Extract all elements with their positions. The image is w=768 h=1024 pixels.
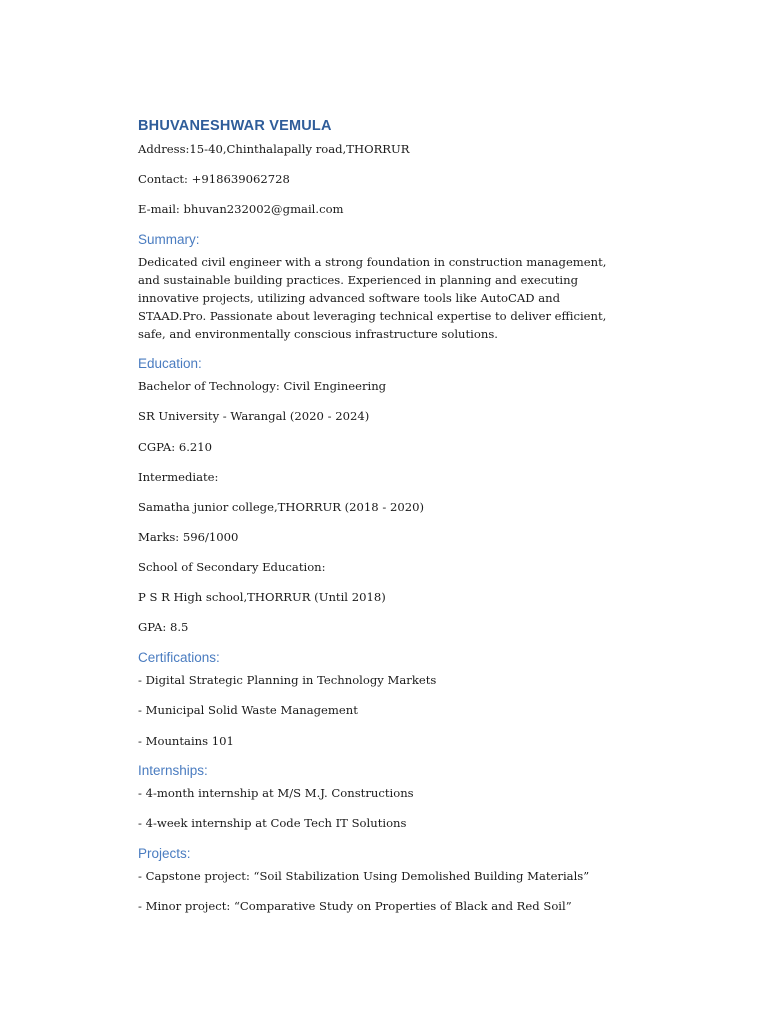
internships-heading: Internships: — [138, 763, 208, 778]
education-intermediate-college: Samatha junior college,THORRUR (2018 - 2020) — [138, 500, 424, 514]
projects-heading: Projects: — [138, 846, 191, 861]
certification-item: - Digital Strategic Planning in Technology Markets — [138, 673, 437, 687]
contact-line: Contact: +918639062728 — [138, 172, 290, 186]
education-intermediate-marks: Marks: 596/1000 — [138, 530, 239, 544]
internship-item: - 4-week internship at Code Tech IT Solutions — [138, 816, 407, 830]
internship-item: - 4-month internship at M/S M.J. Constructions — [138, 786, 414, 800]
project-item: - Capstone project: “Soil Stabilization Using Demolished Building Materials” — [138, 869, 590, 883]
education-secondary-label: School of Secondary Education: — [138, 560, 326, 574]
education-intermediate-label: Intermediate: — [138, 470, 219, 484]
education-secondary-gpa: GPA: 8.5 — [138, 620, 189, 634]
resume-page — [138, 0, 618, 1024]
certifications-heading: Certifications: — [138, 650, 220, 665]
education-degree: Bachelor of Technology: Civil Engineering — [138, 379, 387, 393]
project-item: - Minor project: “Comparative Study on Properties of Black and Red Soil” — [138, 899, 572, 913]
candidate-name: BHUVANESHWAR VEMULA — [138, 118, 332, 134]
certification-item: - Mountains 101 — [138, 734, 234, 748]
summary-text: Dedicated civil engineer with a strong foundation in construction management, and sustainable building practices. Experienced in planning and executing innovative projects, utilizing advanced software tools like AutoCAD and STAAD.Pro. Passionate about leveraging technical expertise to deliver efficient, safe, and environmentally conscious infrastructure solutions. — [138, 255, 607, 341]
address-line: Address:15-40,Chinthalapally road,THORRUR — [138, 142, 410, 156]
education-university: SR University - Warangal (2020 - 2024) — [138, 409, 370, 423]
education-heading: Education: — [138, 356, 202, 371]
summary-heading: Summary: — [138, 232, 200, 247]
education-secondary-school: P S R High school,THORRUR (Until 2018) — [138, 590, 386, 604]
certification-item: - Municipal Solid Waste Management — [138, 703, 358, 717]
email-line: E-mail: bhuvan232002@gmail.com — [138, 202, 344, 216]
education-cgpa: CGPA: 6.210 — [138, 440, 213, 454]
